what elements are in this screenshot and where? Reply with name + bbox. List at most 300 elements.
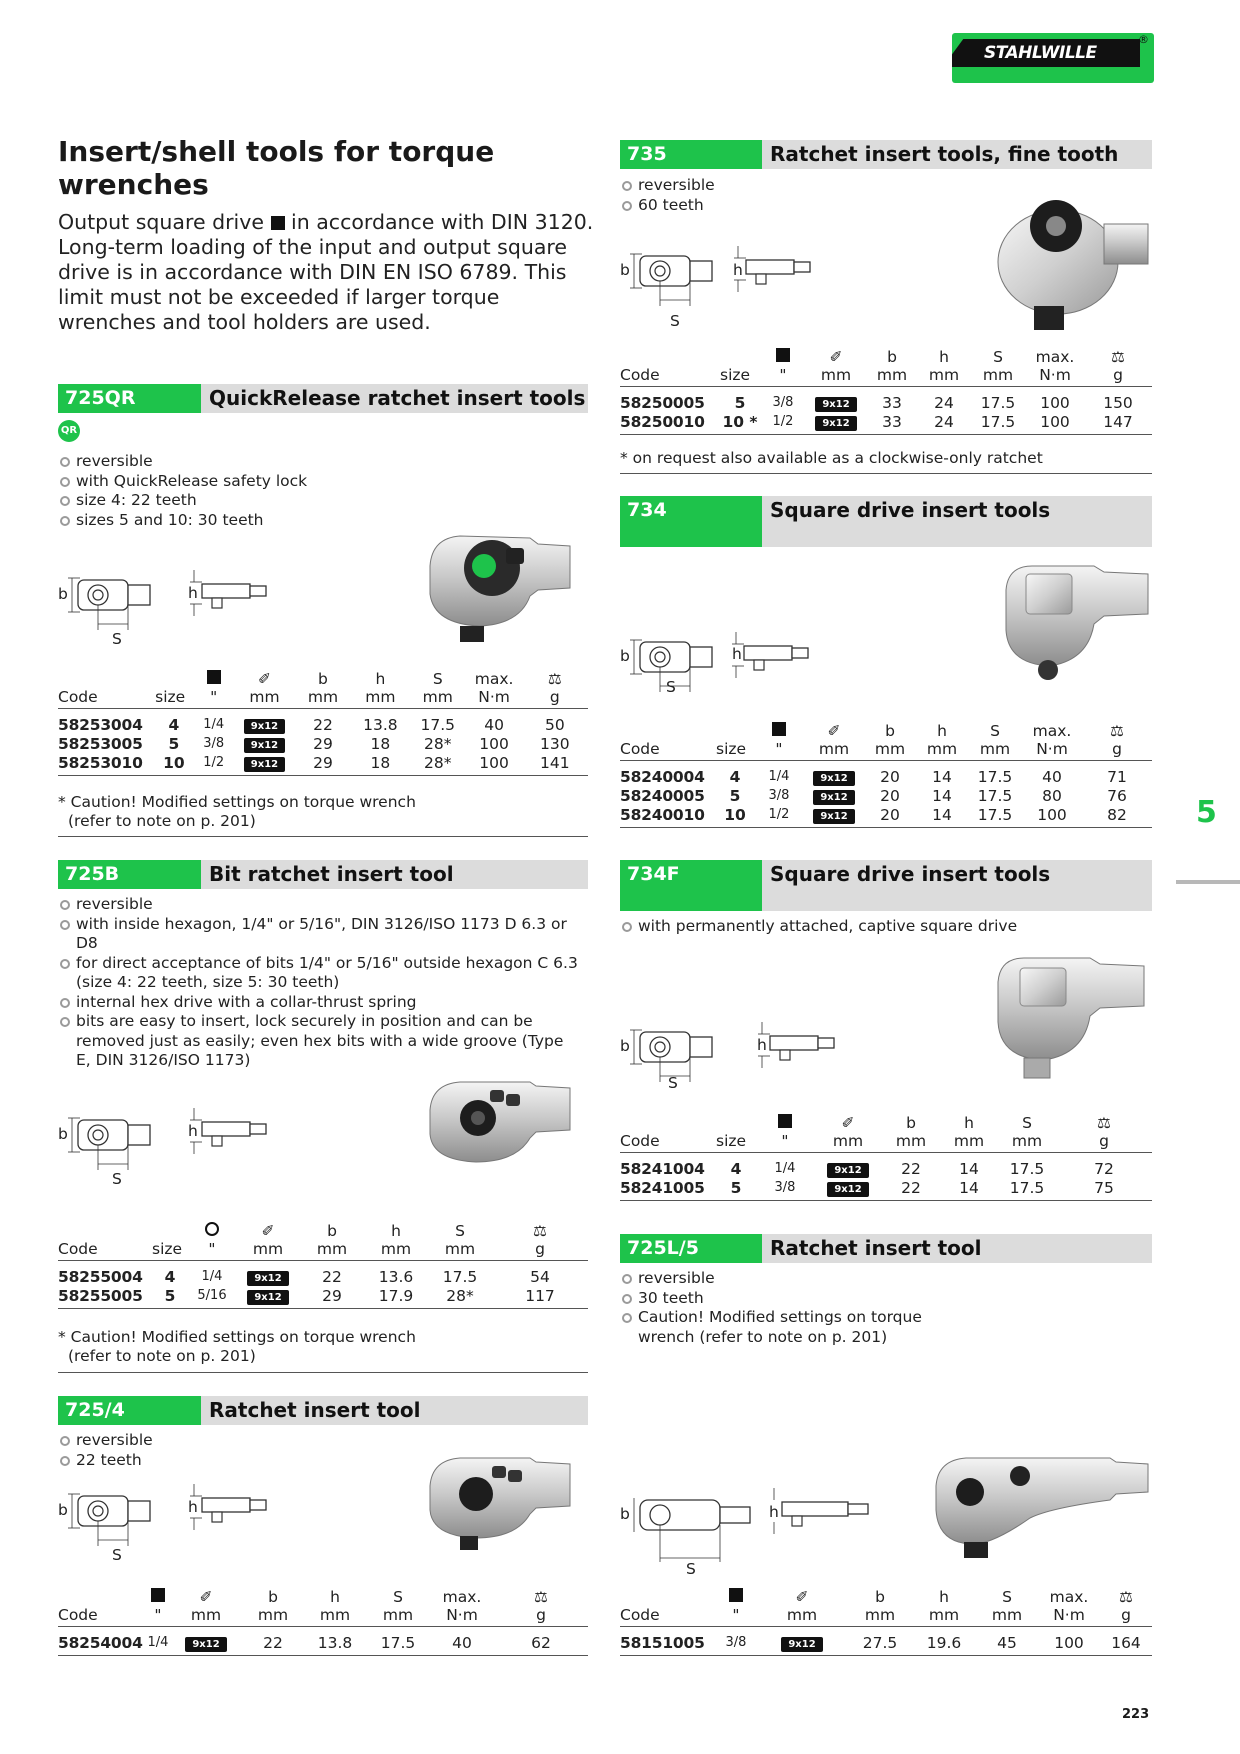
dimension-diagram-top bbox=[618, 248, 728, 320]
cell-g: 50 bbox=[544, 715, 565, 734]
divider bbox=[58, 836, 588, 837]
cell-g: 76 bbox=[1107, 786, 1127, 805]
cell-b: 33 bbox=[866, 412, 918, 435]
badge-9x12: 9x12 bbox=[813, 809, 854, 824]
dimension-diagram-top bbox=[56, 1112, 166, 1184]
badge-9x12: 9x12 bbox=[827, 1182, 868, 1197]
bullets-725l5 bbox=[620, 1269, 960, 1347]
badge-9x12: 9x12 bbox=[244, 738, 285, 753]
footnote-725b-ref: (refer to note on p. 201) bbox=[68, 1347, 256, 1365]
cell-h: 14 bbox=[932, 786, 952, 805]
dim-label-h: h bbox=[757, 1036, 767, 1054]
col-inch: " bbox=[716, 1606, 756, 1627]
col-mm: mm bbox=[409, 688, 466, 709]
chapter-tab-bar bbox=[1176, 880, 1240, 884]
col-size: size bbox=[720, 366, 760, 387]
footnote-735: * on request also available as a clockwise-only ratchet bbox=[620, 449, 1043, 467]
col-mm: mm bbox=[804, 740, 864, 761]
col-mm: mm bbox=[970, 366, 1026, 387]
wrench-icon: ✐ bbox=[795, 1588, 809, 1606]
section-title-735: Ratchet insert tools, fine tooth bbox=[762, 140, 1152, 169]
wrench-icon: ✐ bbox=[261, 1222, 275, 1240]
cell-g: 72 bbox=[1094, 1159, 1114, 1178]
col-g: g bbox=[1100, 1606, 1152, 1627]
bullet: reversible bbox=[58, 895, 578, 915]
cell-h: 19.6 bbox=[912, 1627, 976, 1656]
section-code-735: 735 bbox=[620, 140, 762, 169]
badge-9x12: 9x12 bbox=[244, 719, 285, 734]
col-s: S bbox=[432, 670, 443, 688]
square-drive-icon bbox=[729, 1588, 743, 1602]
bullets-725b bbox=[58, 895, 578, 1071]
col-h: h bbox=[939, 348, 949, 366]
dim-label-s: S bbox=[670, 312, 680, 330]
dim-label-h: h bbox=[732, 645, 742, 663]
cell-max: 100 bbox=[1026, 412, 1084, 435]
col-code: Code bbox=[58, 1240, 152, 1261]
cell-s: 45 bbox=[976, 1627, 1038, 1656]
col-g: g bbox=[492, 1240, 588, 1261]
footnote-725b: * Caution! Modified settings on torque wrench bbox=[58, 1328, 416, 1346]
col-mm: mm bbox=[235, 688, 295, 709]
intro-text-rest: in accordance with DIN 3120. Long-term loading of the input and output square drive is in accordance with DIN EN ISO 6789. This limit must not be exceeded if larger torque wrenches and tool holders are used. bbox=[58, 210, 594, 334]
table-row bbox=[620, 786, 1152, 805]
cell-size: 5 bbox=[168, 734, 180, 753]
weight-icon: ⚖ bbox=[547, 670, 562, 688]
brand-logo bbox=[952, 33, 1154, 83]
col-mm: mm bbox=[968, 740, 1022, 761]
weight-icon: ⚖ bbox=[1097, 1114, 1111, 1132]
badge-9x12: 9x12 bbox=[781, 1637, 822, 1652]
footnote-725qr: * Caution! Modified settings on torque wrench bbox=[58, 793, 416, 811]
cell-size: 4 bbox=[168, 715, 180, 734]
col-s: S bbox=[1002, 1588, 1012, 1606]
table-735 bbox=[620, 346, 1152, 435]
cell-code: 58151005 bbox=[620, 1627, 716, 1656]
col-inch: " bbox=[760, 366, 806, 387]
cell-b: 22 bbox=[313, 715, 333, 734]
col-mm: mm bbox=[912, 1606, 976, 1627]
col-mm: mm bbox=[300, 1240, 364, 1261]
dim-label-b: b bbox=[620, 1505, 630, 1523]
col-g: g bbox=[1082, 740, 1152, 761]
cell-b: 20 bbox=[864, 805, 916, 828]
col-code: Code bbox=[620, 740, 716, 761]
cell-code: 58254004 bbox=[58, 1627, 146, 1656]
cell-g: 62 bbox=[494, 1627, 588, 1656]
cell-s: 17.5 bbox=[1009, 1159, 1045, 1178]
section-title-725-4: Ratchet insert tool bbox=[201, 1396, 588, 1425]
col-g: g bbox=[1056, 1132, 1152, 1153]
col-h: h bbox=[937, 722, 947, 740]
logo-text: STAHLWILLE bbox=[984, 43, 1097, 63]
square-drive-icon bbox=[151, 1588, 165, 1602]
col-mm: mm bbox=[916, 740, 968, 761]
table-row bbox=[58, 1286, 588, 1309]
cell-max: 100 bbox=[1038, 1627, 1100, 1656]
col-mm: mm bbox=[814, 1132, 882, 1153]
col-mm: mm bbox=[352, 688, 409, 709]
cell-b: 22 bbox=[322, 1267, 342, 1286]
tool-photo-734f bbox=[990, 952, 1150, 1084]
dim-label-h: h bbox=[733, 261, 743, 279]
badge-9x12: 9x12 bbox=[813, 790, 854, 805]
tool-photo-725l5 bbox=[930, 1446, 1152, 1564]
cell-code: 58240004 bbox=[620, 767, 705, 786]
table-row bbox=[58, 709, 588, 735]
weight-icon: ⚖ bbox=[1111, 348, 1125, 366]
col-mm: mm bbox=[976, 1606, 1038, 1627]
col-mm: mm bbox=[998, 1132, 1056, 1153]
divider bbox=[620, 473, 1152, 474]
cell-inch: 1/4 bbox=[201, 1269, 223, 1284]
cell-inch: 3/8 bbox=[716, 1627, 756, 1656]
col-h: h bbox=[375, 670, 386, 688]
bullet: reversible bbox=[58, 452, 578, 472]
cell-b: 20 bbox=[880, 786, 900, 805]
cell-max: 100 bbox=[1040, 393, 1070, 412]
col-h: h bbox=[964, 1114, 974, 1132]
col-b: b bbox=[875, 1588, 885, 1606]
cell-s: 28* bbox=[428, 1286, 492, 1309]
badge-9x12: 9x12 bbox=[247, 1290, 288, 1305]
cell-max: 80 bbox=[1042, 786, 1062, 805]
cell-code: 58241004 bbox=[620, 1159, 705, 1178]
dim-label-b: b bbox=[620, 261, 630, 279]
cell-inch: 3/8 bbox=[756, 1178, 814, 1201]
table-row bbox=[620, 761, 1152, 787]
dimension-diagram-top bbox=[56, 1488, 166, 1560]
cell-s: 17.5 bbox=[977, 786, 1013, 805]
table-734 bbox=[620, 720, 1152, 828]
bullet: Caution! Modified settings on torque wrench (refer to note on p. 201) bbox=[620, 1308, 960, 1347]
cell-size: 10 * bbox=[720, 412, 760, 435]
col-max: max. bbox=[474, 670, 514, 688]
section-title-725b: Bit ratchet insert tool bbox=[201, 860, 588, 889]
bullets-735 bbox=[620, 176, 920, 215]
col-code: Code bbox=[620, 1132, 716, 1153]
cell-code: 58241005 bbox=[620, 1178, 716, 1201]
col-code: Code bbox=[58, 688, 155, 709]
cell-inch: 3/8 bbox=[768, 788, 790, 803]
section-title-734: Square drive insert tools bbox=[762, 496, 1152, 547]
tool-photo-725-4 bbox=[420, 1446, 580, 1556]
dim-label-s: S bbox=[686, 1560, 696, 1578]
col-s: S bbox=[1022, 1114, 1032, 1132]
bullet: internal hex drive with a collar-thrust spring bbox=[58, 993, 578, 1013]
cell-h: 24 bbox=[918, 412, 970, 435]
dim-label-h: h bbox=[188, 1498, 198, 1516]
col-mm: mm bbox=[756, 1606, 848, 1627]
col-size: size bbox=[155, 688, 193, 709]
cell-g: 150 bbox=[1103, 393, 1133, 412]
tool-photo-725b bbox=[420, 1070, 580, 1170]
cell-code: 58250005 bbox=[620, 393, 705, 412]
cell-code: 58240010 bbox=[620, 805, 716, 828]
bullet: with QuickRelease safety lock bbox=[58, 472, 578, 492]
section-title-734f: Square drive insert tools bbox=[762, 860, 1152, 911]
col-h: h bbox=[391, 1222, 401, 1240]
cell-b: 22 bbox=[242, 1627, 304, 1656]
col-g: g bbox=[522, 688, 588, 709]
logo-registered-mark: ® bbox=[1138, 33, 1149, 46]
col-s: S bbox=[393, 1588, 403, 1606]
section-code-725-4: 725/4 bbox=[58, 1396, 201, 1425]
table-row bbox=[58, 1261, 588, 1287]
cell-h: 14 bbox=[916, 805, 968, 828]
table-row bbox=[58, 734, 588, 753]
square-drive-icon bbox=[776, 348, 790, 362]
dim-label-b: b bbox=[58, 585, 68, 603]
cell-inch: 5/16 bbox=[188, 1286, 236, 1309]
cell-inch: 1/4 bbox=[146, 1627, 170, 1656]
dimension-diagram-side bbox=[768, 1488, 878, 1538]
dim-label-b: b bbox=[620, 647, 630, 665]
col-mm: mm bbox=[882, 1132, 940, 1153]
cell-b: 33 bbox=[882, 393, 902, 412]
dimension-diagram-side bbox=[732, 246, 822, 296]
col-size: size bbox=[152, 1240, 188, 1261]
cell-g: 164 bbox=[1100, 1627, 1152, 1656]
wrench-icon: ✐ bbox=[829, 348, 843, 366]
cell-code: 58240005 bbox=[620, 786, 705, 805]
dimension-diagram-side bbox=[730, 632, 820, 682]
section-code-734: 734 bbox=[620, 496, 762, 547]
cell-code: 58253010 bbox=[58, 753, 155, 776]
cell-code: 58253005 bbox=[58, 734, 143, 753]
wrench-icon: ✐ bbox=[841, 1114, 855, 1132]
bullet: 22 teeth bbox=[58, 1451, 358, 1471]
cell-b: 29 bbox=[313, 734, 333, 753]
dim-label-h: h bbox=[188, 584, 198, 602]
col-mm: mm bbox=[918, 366, 970, 387]
cell-s: 17.5 bbox=[980, 393, 1016, 412]
cell-inch: 3/8 bbox=[772, 395, 794, 410]
square-drive-icon bbox=[207, 670, 221, 684]
cell-max: 40 bbox=[1042, 767, 1062, 786]
cell-s: 17.5 bbox=[970, 412, 1026, 435]
cell-size: 4 bbox=[730, 1159, 742, 1178]
col-nm: N·m bbox=[430, 1606, 494, 1627]
bullet: 60 teeth bbox=[620, 196, 920, 216]
divider bbox=[58, 1372, 588, 1373]
cell-s: 17.5 bbox=[420, 715, 456, 734]
cell-max: 40 bbox=[430, 1627, 494, 1656]
table-row bbox=[620, 412, 1152, 435]
dim-label-b: b bbox=[58, 1501, 68, 1519]
cell-size: 5 bbox=[729, 786, 741, 805]
weight-icon: ⚖ bbox=[533, 1222, 547, 1240]
table-row bbox=[58, 1627, 588, 1656]
col-inch: " bbox=[188, 1240, 236, 1261]
bullets-725qr bbox=[58, 452, 578, 530]
section-code-734f: 734F bbox=[620, 860, 762, 911]
dim-label-s: S bbox=[666, 678, 676, 696]
bullets-734f bbox=[620, 917, 1140, 937]
table-row bbox=[58, 753, 588, 776]
cell-size: 10 bbox=[716, 805, 754, 828]
hex-socket-icon bbox=[205, 1222, 219, 1236]
table-row bbox=[620, 805, 1152, 828]
dimension-diagram-side bbox=[188, 1108, 278, 1158]
square-drive-icon bbox=[271, 216, 285, 230]
cell-s: 28* bbox=[409, 753, 466, 776]
bullet: reversible bbox=[58, 1431, 358, 1451]
dim-label-s: S bbox=[668, 1074, 678, 1092]
dimension-diagram-top bbox=[56, 572, 166, 644]
cell-code: 58255005 bbox=[58, 1286, 152, 1309]
table-725qr bbox=[58, 668, 588, 776]
badge-9x12: 9x12 bbox=[244, 757, 285, 772]
chapter-number: 5 bbox=[1196, 795, 1217, 830]
cell-g: 141 bbox=[522, 753, 588, 776]
bullet: 30 teeth bbox=[620, 1289, 960, 1309]
badge-9x12: 9x12 bbox=[185, 1637, 226, 1652]
badge-9x12: 9x12 bbox=[815, 397, 856, 412]
cell-inch: 1/2 bbox=[754, 805, 804, 828]
cell-b: 22 bbox=[882, 1178, 940, 1201]
col-g: g bbox=[1084, 366, 1152, 387]
cell-code: 58250010 bbox=[620, 412, 720, 435]
table-row bbox=[620, 1153, 1152, 1179]
section-title-725l5: Ratchet insert tool bbox=[762, 1234, 1152, 1263]
badge-9x12: 9x12 bbox=[247, 1271, 288, 1286]
col-inch: " bbox=[756, 1132, 814, 1153]
col-mm: mm bbox=[242, 1606, 304, 1627]
col-inch: " bbox=[754, 740, 804, 761]
cell-h: 13.8 bbox=[304, 1627, 366, 1656]
bullet: size 4: 22 teeth bbox=[58, 491, 578, 511]
cell-size: 4 bbox=[164, 1267, 176, 1286]
cell-max: 100 bbox=[1022, 805, 1082, 828]
dim-label-s: S bbox=[112, 630, 122, 648]
col-b: b bbox=[318, 670, 328, 688]
cell-s: 17.5 bbox=[366, 1627, 430, 1656]
col-s: S bbox=[993, 348, 1003, 366]
col-s: S bbox=[990, 722, 1000, 740]
cell-h: 14 bbox=[932, 767, 952, 786]
footnote-725qr-ref: (refer to note on p. 201) bbox=[68, 812, 256, 830]
cell-inch: 1/4 bbox=[768, 769, 790, 784]
col-nm: N·m bbox=[1038, 1606, 1100, 1627]
cell-code: 58253004 bbox=[58, 715, 143, 734]
badge-9x12: 9x12 bbox=[827, 1163, 868, 1178]
cell-h: 13.8 bbox=[363, 715, 398, 734]
cell-inch: 1/4 bbox=[774, 1161, 796, 1176]
bullet: reversible bbox=[620, 1269, 960, 1289]
cell-max: 40 bbox=[484, 715, 504, 734]
cell-h: 17.9 bbox=[364, 1286, 428, 1309]
cell-g: 117 bbox=[492, 1286, 588, 1309]
col-inch: " bbox=[193, 688, 235, 709]
col-nm: N·m bbox=[1026, 366, 1084, 387]
col-mm: mm bbox=[866, 366, 918, 387]
col-inch: " bbox=[146, 1606, 170, 1627]
col-nm: N·m bbox=[1022, 740, 1082, 761]
cell-size: 5 bbox=[716, 1178, 756, 1201]
weight-icon: ⚖ bbox=[534, 1588, 548, 1606]
dim-label-s: S bbox=[112, 1546, 122, 1564]
section-title-725qr: QuickRelease ratchet insert tools bbox=[201, 384, 588, 413]
square-drive-icon bbox=[778, 1114, 792, 1128]
cell-s: 28* bbox=[424, 734, 452, 753]
square-drive-icon bbox=[772, 722, 786, 736]
col-size: size bbox=[716, 1132, 756, 1153]
dimension-diagram-side bbox=[188, 570, 278, 620]
cell-h: 18 bbox=[370, 734, 391, 753]
cell-s: 17.5 bbox=[998, 1178, 1056, 1201]
dimension-diagram-side bbox=[188, 1484, 278, 1534]
col-max: max. bbox=[1049, 1588, 1089, 1606]
col-max: max. bbox=[1035, 348, 1075, 366]
cell-inch: 3/8 bbox=[203, 736, 225, 751]
cell-s: 17.5 bbox=[968, 805, 1022, 828]
col-mm: mm bbox=[428, 1240, 492, 1261]
col-b: b bbox=[906, 1114, 916, 1132]
cell-g: 54 bbox=[530, 1267, 550, 1286]
cell-size: 10 bbox=[155, 753, 193, 776]
cell-inch: 1/2 bbox=[760, 412, 806, 435]
cell-b: 20 bbox=[880, 767, 900, 786]
intro-text-start: Output square drive bbox=[58, 210, 264, 234]
bullet: bits are easy to insert, lock securely in position and can be removed just as easily; even hex bits with a wide groove (Type E, DIN 3126/ISO 1173) bbox=[58, 1012, 578, 1071]
col-h: h bbox=[330, 1588, 340, 1606]
cell-g: 147 bbox=[1084, 412, 1152, 435]
table-row bbox=[620, 1627, 1152, 1656]
col-s: S bbox=[455, 1222, 465, 1240]
col-max: max. bbox=[442, 1588, 482, 1606]
col-mm: mm bbox=[848, 1606, 912, 1627]
cell-s: 17.5 bbox=[977, 767, 1013, 786]
col-mm: mm bbox=[236, 1240, 300, 1261]
col-b: b bbox=[885, 722, 895, 740]
bullet: for direct acceptance of bits 1/4" or 5/16" outside hexagon C 6.3 (size 4: 22 teeth, size 5: 30 teeth) bbox=[58, 954, 578, 993]
cell-g: 75 bbox=[1056, 1178, 1152, 1201]
col-b: b bbox=[268, 1588, 278, 1606]
wrench-icon: ✐ bbox=[827, 722, 841, 740]
cell-size: 5 bbox=[152, 1286, 188, 1309]
col-code: Code bbox=[58, 1606, 146, 1627]
weight-icon: ⚖ bbox=[1110, 722, 1124, 740]
col-mm: mm bbox=[940, 1132, 998, 1153]
bullets-725-4 bbox=[58, 1431, 358, 1470]
col-mm: mm bbox=[364, 1240, 428, 1261]
bullet: with inside hexagon, 1/4" or 5/16", DIN 3126/ISO 1173 D 6.3 or D8 bbox=[58, 915, 578, 954]
dim-label-h: h bbox=[188, 1122, 198, 1140]
col-mm: mm bbox=[806, 366, 866, 387]
table-734f bbox=[620, 1112, 1152, 1201]
page-number: 223 bbox=[1122, 1707, 1150, 1722]
table-row bbox=[620, 387, 1152, 413]
wrench-icon: ✐ bbox=[199, 1588, 213, 1606]
badge-9x12: 9x12 bbox=[813, 771, 854, 786]
col-nm: N·m bbox=[466, 688, 521, 709]
table-725l5 bbox=[620, 1586, 1152, 1656]
table-725b bbox=[58, 1220, 588, 1309]
tool-photo-734 bbox=[998, 560, 1154, 688]
cell-h: 24 bbox=[934, 393, 954, 412]
dim-label-b: b bbox=[58, 1125, 68, 1143]
wrench-icon: ✐ bbox=[257, 670, 271, 688]
dimension-diagram-side bbox=[756, 1022, 846, 1072]
cell-size: 5 bbox=[734, 393, 746, 412]
bullet: reversible bbox=[620, 176, 920, 196]
section-code-725l5: 725L/5 bbox=[620, 1234, 762, 1263]
cell-b: 27.5 bbox=[848, 1627, 912, 1656]
bullet: sizes 5 and 10: 30 teeth bbox=[58, 511, 578, 531]
cell-h: 14 bbox=[940, 1178, 998, 1201]
cell-size: 4 bbox=[729, 767, 741, 786]
